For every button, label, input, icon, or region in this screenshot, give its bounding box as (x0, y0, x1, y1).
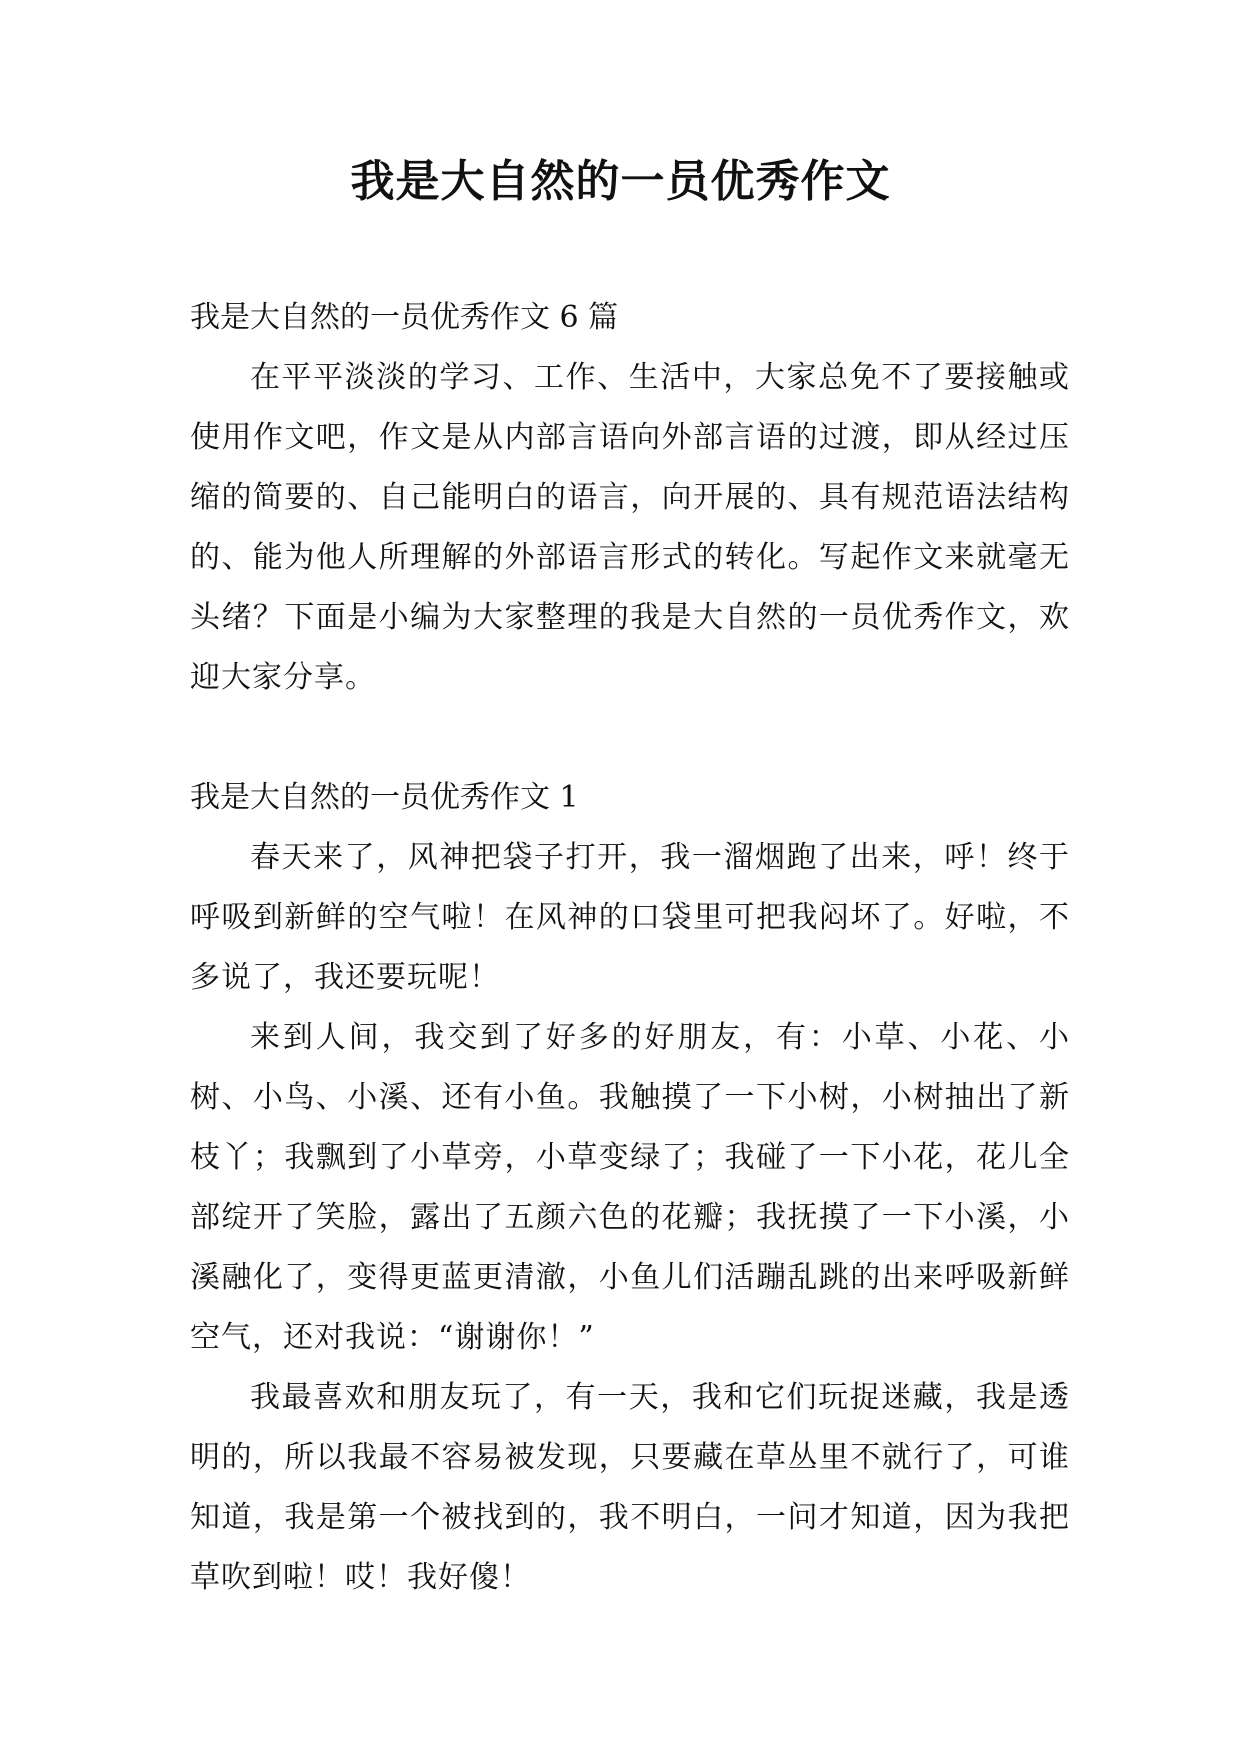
body-paragraph: 春天来了，风神把袋子打开，我一溜烟跑了出来，呼！终于呼吸到新鲜的空气啦！在风神的口袋里可把我闷坏了。好啦，不多说了，我还要玩呢！ (190, 840, 1070, 995)
document-title: 我是大自然的一员优秀作文 (350, 156, 891, 207)
document-body (190, 288, 1070, 1608)
body-paragraph: 我最喜欢和朋友玩了，有一天，我和它们玩捉迷藏，我是透明的，所以我最不容易被发现，只要藏在草丛里不就行了，可谁知道，我是第一个被找到的，我不明白，一问才知道，因为我把草吹到啦！哎！我好傻！ (190, 1380, 1070, 1595)
section-heading: 我是大自然的一员优秀作文 1 (190, 780, 579, 815)
body-paragraph: 来到人间，我交到了好多的好朋友，有：小草、小花、小树、小鸟、小溪、还有小鱼。我触摸了一下小树，小树抽出了新枝丫；我飘到了小草旁，小草变绿了；我碰了一下小花，花儿全部绽开了笑脸，露出了五颜六色的花瓣；我抚摸了一下小溪，小溪融化了，变得更蓝更清澈，小鱼儿们活蹦乱跳的出来呼吸新鲜空气，还对我说：“谢谢你！” (190, 1020, 1070, 1355)
collection-heading: 我是大自然的一员优秀作文 6 篇 (190, 300, 619, 335)
section-spacer (190, 708, 1070, 768)
intro-paragraph: 在平平淡淡的学习、工作、生活中，大家总免不了要接触或使用作文吧，作文是从内部言语向外部言语的过渡，即从经过压缩的简要的、自己能明白的语言，向开展的、具有规范语法结构的、能为他人所理解的外部语言形式的转化。写起作文来就毫无头绪？下面是小编为大家整理的我是大自然的一员优秀作文，欢迎大家分享。 (190, 360, 1070, 695)
